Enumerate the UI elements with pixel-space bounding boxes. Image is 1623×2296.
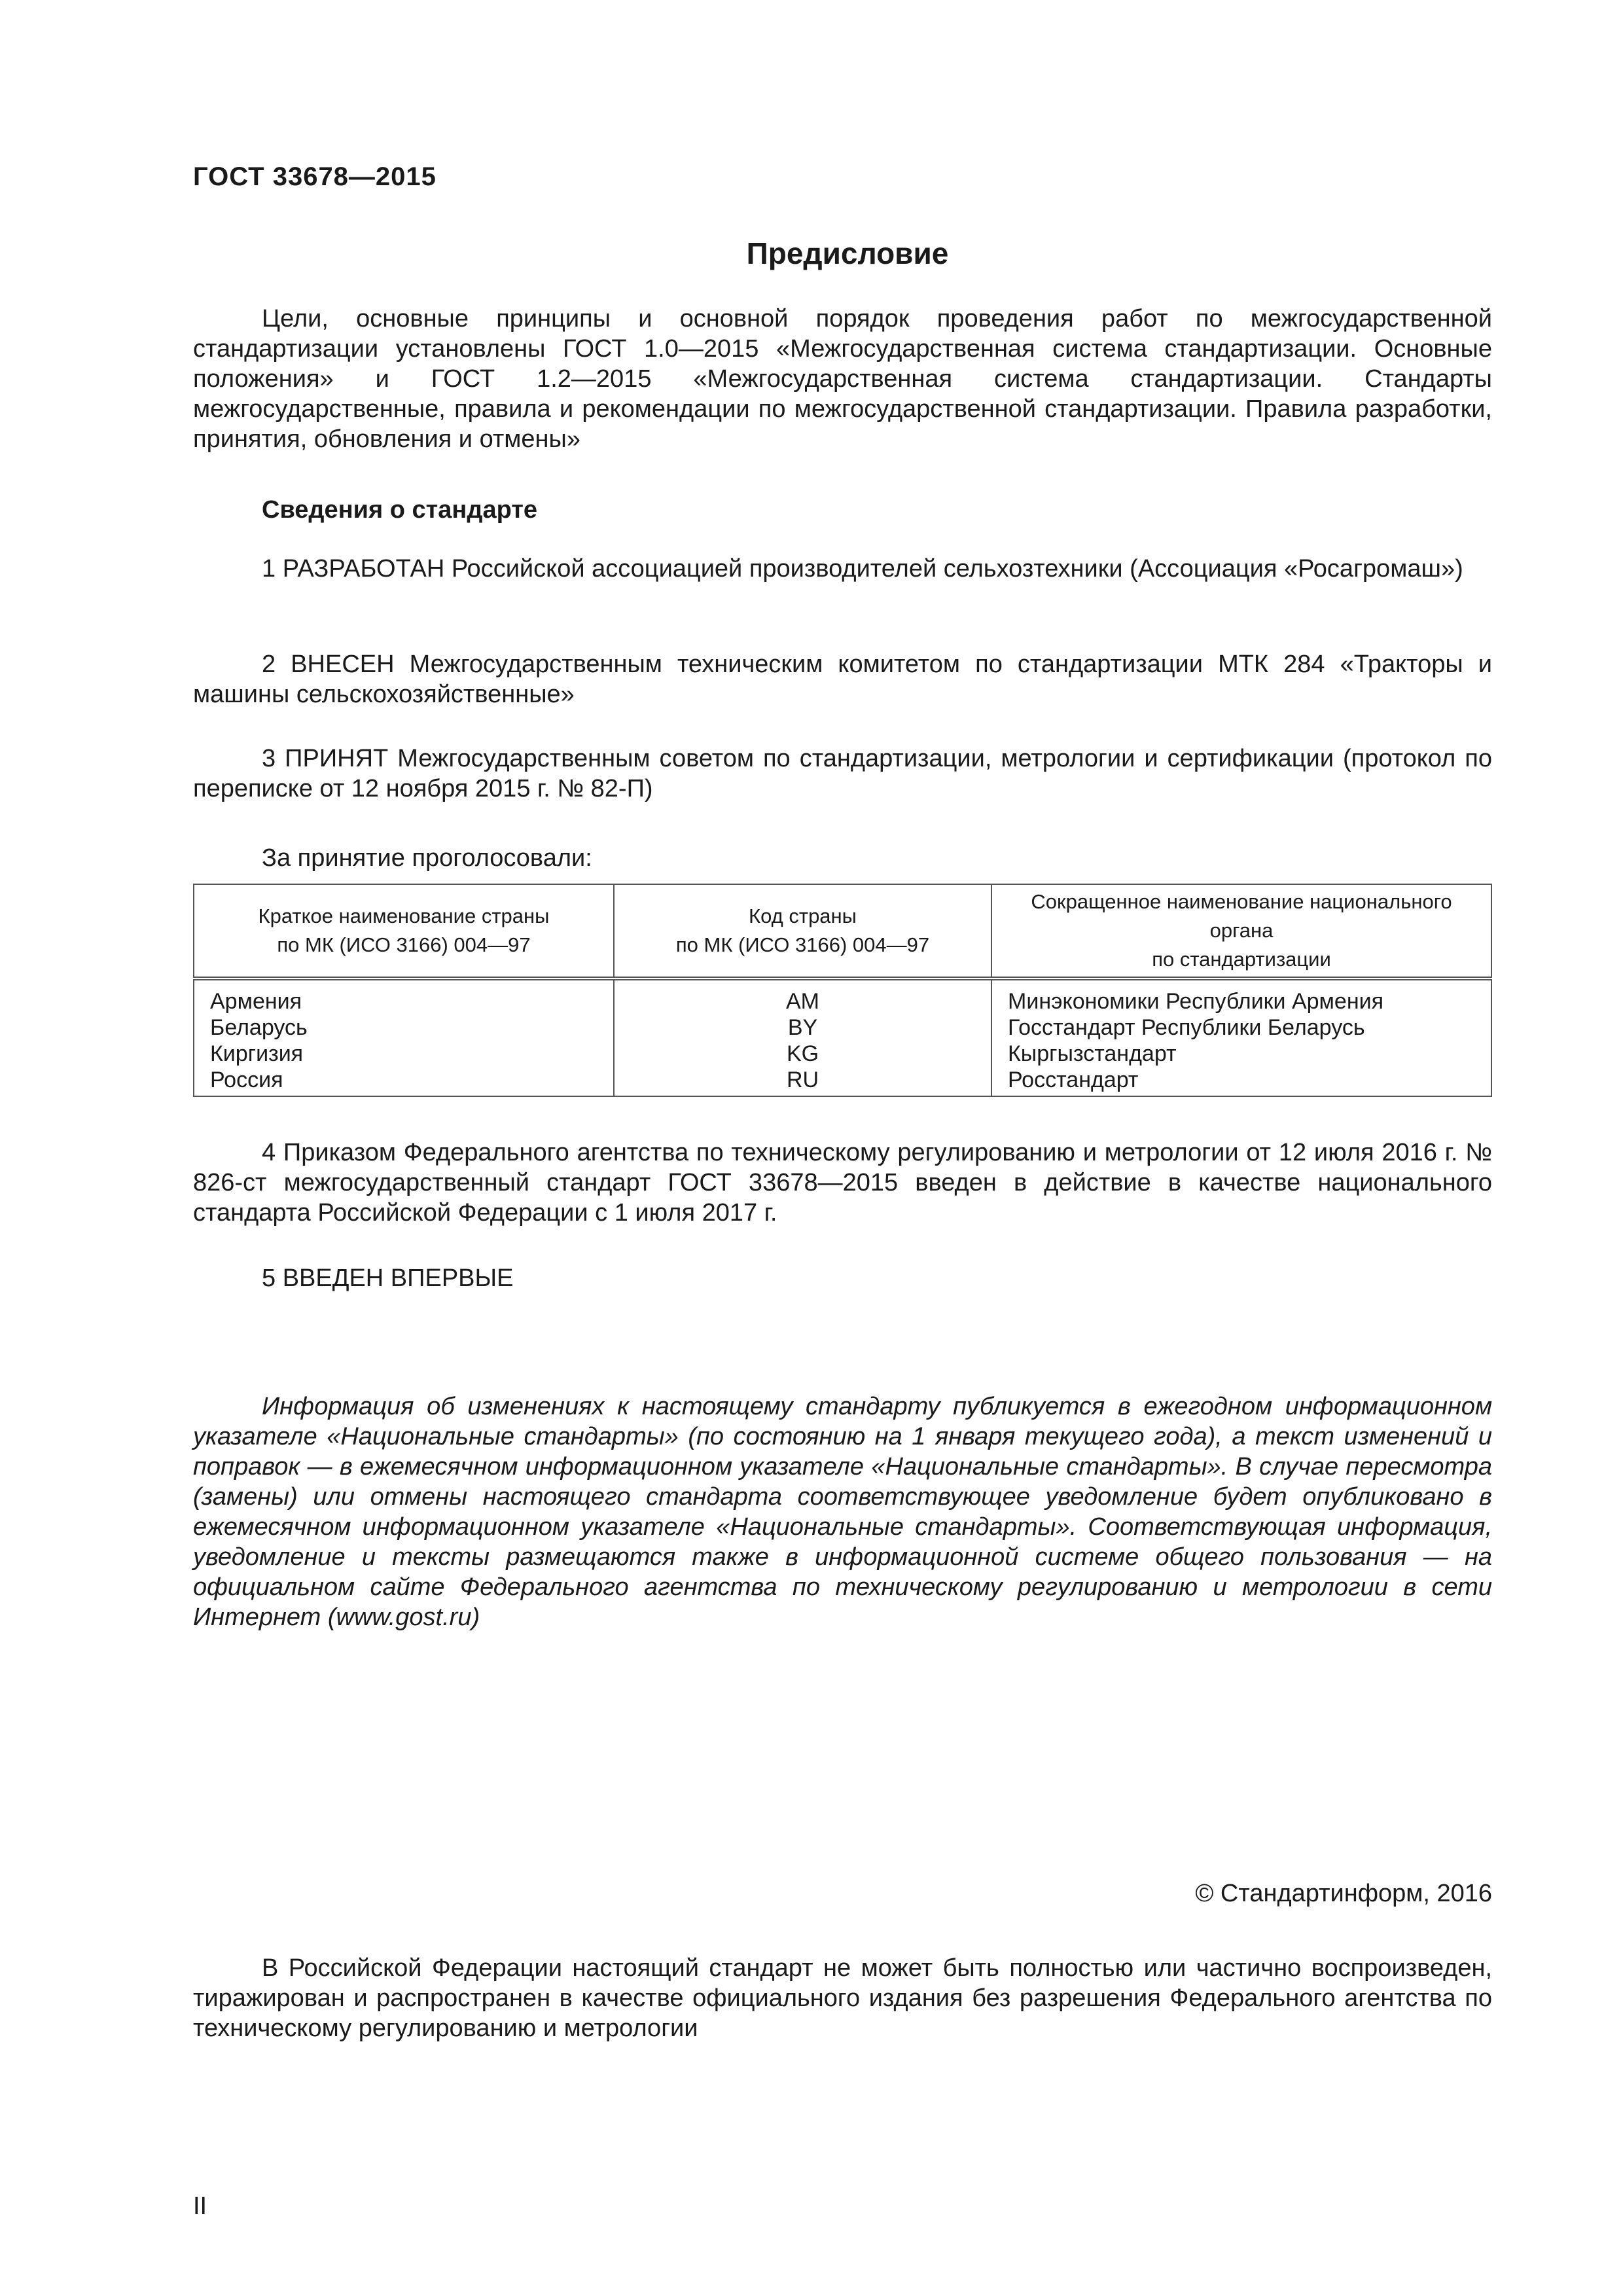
page-number: II — [193, 2193, 207, 2220]
cell-code: BY — [614, 1014, 991, 1041]
intro-paragraph: Цели, основные принципы и основной порядок проведения работ по межгосударственной стандартизации установлены ГОСТ 1.0—2015 «Межгосударственная система стандартизации. Основные положения» и ГОСТ 1.2—2015 «Межгосударственная система стандартизации. Стандарты межгосударственные, правила и рекомендации по межгосударственной стандартизации. Правила разработки, принятия, обновления и отмены» — [193, 305, 1492, 453]
header-country-line2: по МК (ИСО 3166) 004—97 — [277, 933, 531, 956]
section-title: Предисловие — [746, 236, 949, 270]
cell-national-body: Минэкономики Республики Армения — [991, 978, 1491, 1014]
header-code-line2: по МК (ИСО 3166) 004—97 — [675, 933, 930, 956]
about-standard-heading: Сведения о стандарте — [262, 496, 538, 524]
header-code-line1: Код страны — [749, 905, 857, 927]
cell-country: Киргизия — [194, 1041, 614, 1067]
cell-code: AM — [614, 978, 991, 1014]
table-row — [194, 978, 1491, 1014]
document-code-header: ГОСТ 33678—2015 — [193, 162, 437, 191]
item-enacted: 4 Приказом Федерального агентства по техническому регулированию и метрологии от 12 июля 2016 г. № 826-ст межгосударственный стандарт ГОСТ 33678—2015 введен в действие в качестве национального стандарта Российской Федерации с 1 июля 2017 г. — [193, 1139, 1492, 1227]
copyright-line: © Стандартинформ, 2016 — [1195, 1880, 1492, 1907]
cell-national-body: Кыргызстандарт — [991, 1041, 1491, 1067]
cell-national-body: Госстандарт Республики Беларусь — [991, 1014, 1491, 1041]
header-country-line1: Краткое наименование страны — [258, 905, 550, 927]
cell-code: KG — [614, 1041, 991, 1067]
cell-national-body: Росстандарт — [991, 1067, 1491, 1096]
table-row — [194, 1067, 1491, 1096]
header-body-line2: по стандартизации — [1152, 948, 1331, 971]
cell-code: RU — [614, 1067, 991, 1096]
table-header-code — [614, 884, 991, 978]
table-row — [194, 1014, 1491, 1041]
item-submitted: 2 ВНЕСЕН Межгосударственным техническим комитетом по стандартизации МТК 284 «Тракторы и машины сельскохозяйственные» — [193, 651, 1492, 708]
voting-countries-table — [193, 884, 1492, 1097]
table-header-national-body — [991, 884, 1491, 978]
item-developed: 1 РАЗРАБОТАН Российской ассоциацией производителей сельхозтехники (Ассоциация «Росагромаш») — [262, 555, 1463, 583]
cell-country: Армения — [194, 978, 614, 1014]
reproduction-note: В Российской Федерации настоящий стандарт не может быть полностью или частично воспроизведен, тиражирован и распространен в качестве официального издания без разрешения Федерального агентства по техническому регулированию и метрологии — [193, 1954, 1492, 2042]
amendments-notice: Информация об изменениях к настоящему стандарту публикуется в ежегодном информационном указателе «Национальные стандарты» (по состоянию на 1 января текущего года), а текст изменений и поправок — в ежемесячном информационном указателе «Национальные стандарты». В случае пересмотра (замены) или отмены настоящего стандарта соответствующее уведомление будет опубликовано в ежемесячном информационном указателе «Национальные стандарты». Соответствующая информация, уведомление и тексты размещаются также в информационной системе общего пользования — на официальном сайте Федерального агентства по техническому регулированию и метрологии в сети Интернет (www.gost.ru) — [193, 1393, 1492, 1631]
cell-country: Россия — [194, 1067, 614, 1096]
item-first-introduced: 5 ВВЕДЕН ВПЕРВЫЕ — [262, 1265, 514, 1292]
item-adopted: 3 ПРИНЯТ Межгосударственным советом по стандартизации, метрологии и сертификации (протокол по переписке от 12 ноября 2015 г. № 82-П) — [193, 745, 1492, 802]
voted-label: За принятие проголосовали: — [262, 844, 592, 872]
table-header-country — [194, 884, 614, 978]
cell-country: Беларусь — [194, 1014, 614, 1041]
header-body-line1: Сокращенное наименование национального органа — [1031, 890, 1452, 942]
table-row — [194, 1041, 1491, 1067]
